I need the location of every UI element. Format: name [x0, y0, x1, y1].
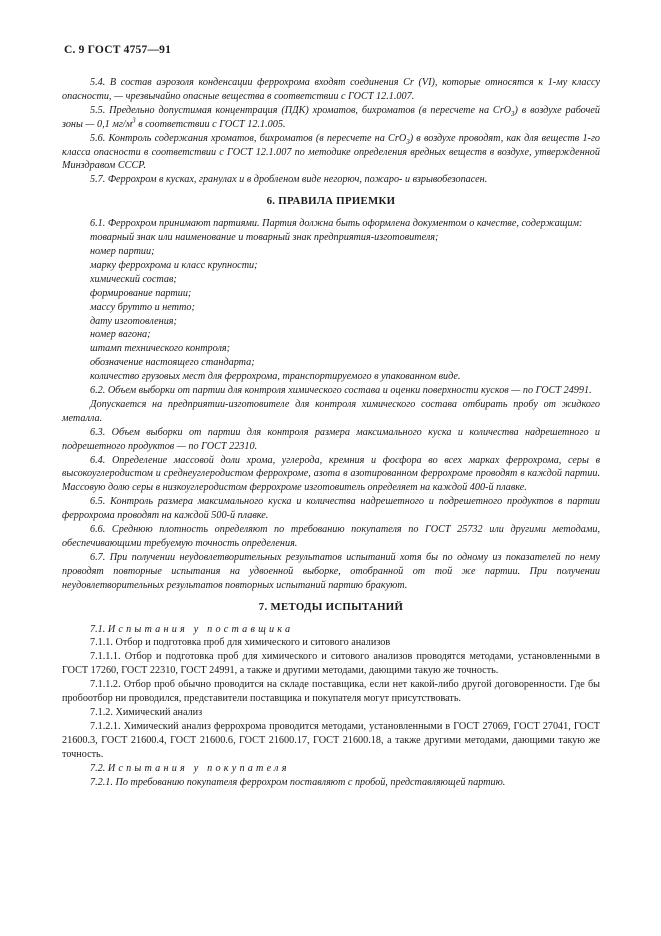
paragraph-7-2 [62, 762, 600, 776]
document-body [62, 76, 600, 789]
section-7-title: 7. МЕТОДЫ ИСПЫТАНИЙ [258, 600, 404, 613]
list-item: количество грузовых мест для феррохрома, транспортируемого в упакованном виде. [90, 371, 461, 383]
paragraph-6-6: 6.6. Среднюю плотность определяют по требованию покупателя по ГОСТ 25732 или другими методами, обеспечивающими требуемую точность определения. [62, 524, 600, 549]
paragraph-6-4: 6.4. Определение массовой доли хрома, углерода, кремния и фосфора во всех марках феррохрома, серы в высокоуглеродистом и среднеуглеродистом феррохроме, азота в азотированном феррохроме проводят в каждой партии. Массовую долю серы в низкоуглеродистом феррохроме изготовитель определяет на каждой 400-й плавке. [62, 454, 600, 494]
paragraph-7-1-2-1: 7.1.2.1. Химический анализ феррохрома проводится методами, установленными в ГОСТ 27069, ГОСТ 27041, ГОСТ 21600.3, ГОСТ 21600.4, ГОСТ 21600.6, ГОСТ 21600.17, ГОСТ 21600.18, а также другими методами, дающими такую же точность. [62, 720, 600, 760]
list-item: марку феррохрома и класс крупности; [90, 259, 258, 271]
paragraph-7-2-1: 7.2.1. По требованию покупателя феррохром поставляют с пробой, представляющей партию. [90, 776, 506, 788]
clause-number: 7.1. [90, 623, 108, 635]
section-6-title: 6. ПРАВИЛА ПРИЕМКИ [266, 195, 396, 208]
list-item: номер вагона; [90, 329, 151, 341]
paragraph-5-4: 5.4. В состав аэрозоля конденсации феррохрома входят соединения Cr (VI), которые относятся к 1-му классу опасности, — чрезвычайно опасные вещества в соответствии с ГОСТ 12.1.007. [62, 77, 600, 102]
text-fragment: ) в воздухе рабочей зоны — 0,1 мг/м [62, 104, 600, 130]
paragraph-6-2: 6.2. Объем выборки от партии для контроля химического состава и оценки поверхности кусков — по ГОСТ 24991. [90, 385, 592, 397]
clause-number: 7.2. [90, 762, 108, 774]
paragraph-6-7: 6.7. При получении неудовлетворительных результатов испытаний хотя бы по одному из показателей по нему проводят повторные испытания на удвоенной выборке, отобранной от той же партии. При получении неудовлетворительных результатов повторных испытаний партию бракуют. [62, 551, 600, 591]
list-item: номер партии; [90, 245, 155, 257]
page-header: С. 9 ГОСТ 4757—91 [64, 44, 172, 56]
clause-title: Испытания у поставщика [107, 623, 294, 635]
subscript: 3 [406, 137, 410, 146]
list-item: формирование партии; [90, 287, 192, 299]
paragraph-6-5: 6.5. Контроль размера максимального куска и количества надрешетного и подрешетного продуктов в партии феррохрома проводят на каждой 500-й плавке. [62, 496, 600, 522]
superscript: 3 [132, 116, 136, 125]
paragraph-7-1-2: 7.1.2. Химический анализ [90, 706, 203, 718]
text-fragment: 5.6. Контроль содержания хроматов, бихроматов (в пересчете на CrO [90, 132, 407, 144]
paragraph-5-7: 5.7. Феррохром в кусках, гранулах и в дробленом виде негорюч, пожаро- и взрывобезопасен. [90, 174, 488, 186]
paragraph-7-1-1-1: 7.1.1.1. Отбор и подготовка проб для химического и ситового анализов проводятся методами, установленными в ГОСТ 17260, ГОСТ 22310, ГОСТ 24991, а также и другими методами, дающими такую же точность. [62, 651, 600, 677]
text-fragment: ) в воздухе проводят, как для веществ 1-го класса опасности в соответствии с ГОСТ 12.1.007 по методике определения вредных веществ в воздухе, утвержденной Минздравом СССР. [62, 132, 601, 172]
text-fragment: в соответствии с ГОСТ 12.1.005. [135, 118, 286, 130]
list-item: штамп технического контроля; [90, 343, 231, 355]
clause-title: Испытания у покупателя [107, 762, 290, 774]
paragraph-6-3: 6.3. Объем выборки от партии для контроля размера максимального куска и количества надрешетного и подрешетного продуктов — по ГОСТ 22310. [62, 426, 600, 452]
list-item: товарный знак или наименование и товарный знак предприятия-изготовителя; [90, 232, 439, 244]
paragraph-6-1: 6.1. Феррохром принимают партиями. Партия должна быть оформлена документом о качестве, содержащим: [90, 218, 583, 230]
paragraph-7-1-1-2: 7.1.1.2. Отбор проб обычно проводится на складе поставщика, если нет какой-либо другой договоренности. Где бы пробоотбор ни проводился, представители поставщика и покупателя могут присутствовать. [62, 679, 600, 705]
paragraph-7-1 [62, 623, 600, 637]
text-fragment: 5.5. Предельно допустимая концентрация (ПДК) хроматов, бихроматов (в пересчете на CrO [90, 104, 512, 116]
paragraph-5-6 [62, 132, 600, 174]
subscript: 3 [511, 109, 515, 118]
list-item: химический состав; [90, 273, 177, 285]
list-item: массу брутто и нетто; [90, 301, 195, 313]
paragraph-5-5 [62, 104, 600, 132]
list-item: дату изготовления; [90, 315, 177, 327]
list-item: обозначение настоящего стандарта; [90, 357, 255, 369]
paragraph-7-1-1: 7.1.1. Отбор и подготовка проб для химического и ситового анализов [90, 637, 391, 649]
paragraph-6-2-note: Допускается на предприятии-изготовителе для контроля химического состава отбирать пробу от жидкого металла. [62, 398, 600, 424]
